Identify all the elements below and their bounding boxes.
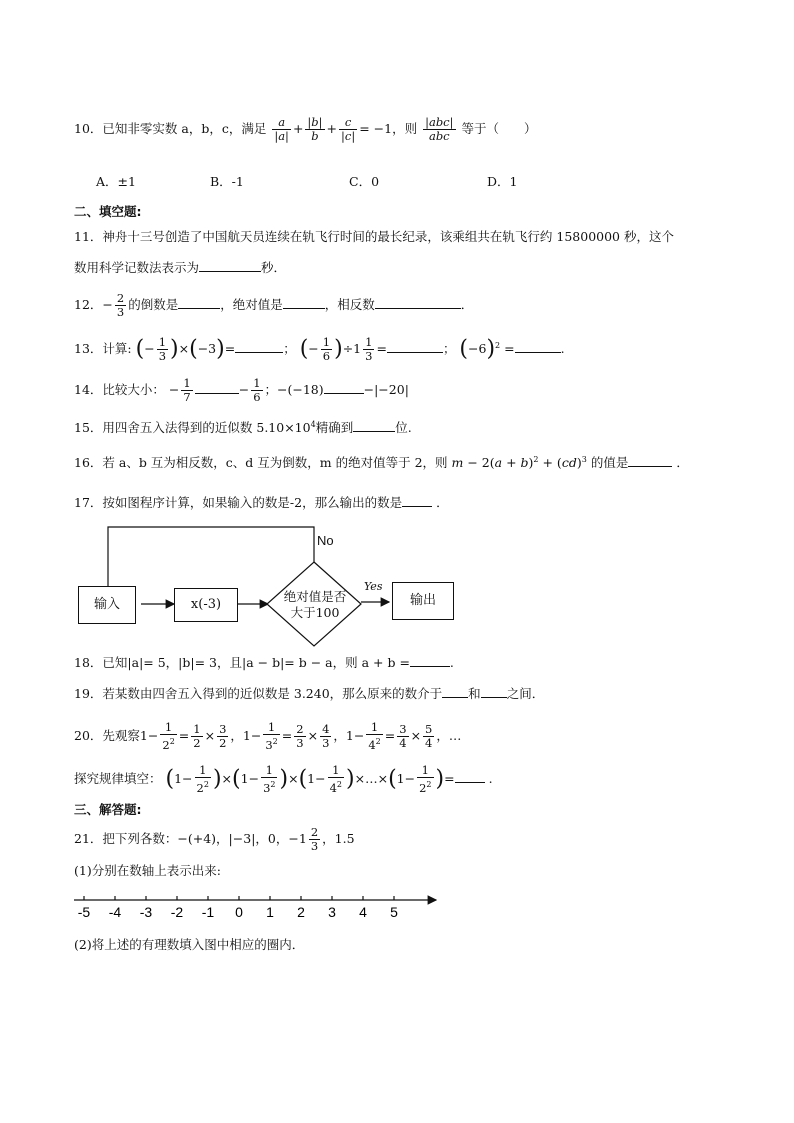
tick-label: -4 <box>108 904 122 920</box>
question-12: 12．− $\frac{2}{3}$ 的倒数是 ，绝对值是 ，相反数 ． <box>74 291 474 319</box>
section-fill-in-title: 二、填空题: <box>74 204 142 219</box>
answer-blank <box>442 684 468 698</box>
question-19: 19．若某数由四舍五入得到的近似数是 3.240，那么原来的数介于 和 之间． <box>74 686 545 701</box>
answer-blank <box>283 295 325 309</box>
fraction-a-over-abs-a: $\frac{a}{|a|}$ <box>274 115 289 143</box>
tick-label: 2 <box>297 904 305 920</box>
answer-blank <box>481 684 507 698</box>
multiply-box: x(-3) <box>174 588 238 622</box>
question-13: 13．计算: (− $\frac{1}{3}$ )×(−3)= ； (− $\frac{1}{6}$ )÷1 $\frac{1}{3}$ = ； $(-6)^2$ = . <box>74 335 565 363</box>
tick-label: 5 <box>390 904 398 920</box>
question-21-part1: (1)分别在数轴上表示出来: <box>74 863 221 878</box>
answer-blank <box>515 339 561 353</box>
tick-label: 4 <box>359 904 367 920</box>
question-15: 15．用四舍五入法得到的近似数 $5.10\times 10^4$精确到 位. <box>74 420 412 436</box>
option-a: A．±1 <box>96 174 136 189</box>
question-20-line2: 探究规律填空： (1− $\frac{1}{2^2}$ )×(1− $\frac{1}{3^2}$ )×(1− $\frac{1}{4^2}$ )×…×(1− $\frac{1}{2^2}$ )= . <box>74 763 493 795</box>
answer-blank <box>375 295 461 309</box>
option-d: D．1 <box>487 174 518 189</box>
loop-back-line <box>108 527 314 586</box>
option-c: C．0 <box>349 174 380 189</box>
tick-label: -1 <box>201 904 215 920</box>
tick-label: -2 <box>170 904 184 920</box>
answer-blank <box>178 295 220 309</box>
fraction-c-over-abs-c: $\frac{c}{|c|}$ <box>341 115 356 143</box>
question-16: 16．若 a、b 互为相反数，c、d 互为倒数，m 的绝对值等于 2，则 $m - 2(a + b)^2 + (cd)^3$ 的值是 ． <box>74 455 689 471</box>
question-10: 10．已知非零实数 a，b，c，满足 $\frac{a}{|a|}$ + $\frac{|b|}{b}$ + $\frac{c}{|c|}$ = −1，则 $\frac{\text{|abc|}}{\text{abc}}$ 等于（ ） <box>74 115 537 143</box>
condition-text: 绝对值是否 大于100 <box>283 589 347 620</box>
tick-label: 3 <box>328 904 336 920</box>
question-11-line2: 数用科学记数法表示为 秒． <box>74 260 287 275</box>
tick-label: 1 <box>266 904 274 920</box>
answer-blank <box>410 653 450 667</box>
yes-label: Yes <box>364 580 383 593</box>
answer-blank <box>324 380 364 394</box>
question-21: 21．把下列各数：−(+4)，|−3|，0，−1 $\frac{2}{3}$ ，1.5 <box>74 825 355 853</box>
option-b: B．-1 <box>210 174 244 189</box>
answer-blank <box>235 339 283 353</box>
question-14: 14．比较大小： − $\frac{1}{7}$ − $\frac{1}{6}$ ；−(−18) −|−20| <box>74 376 409 404</box>
question-18: 18．已知|a|= 5，|b|= 3，且|a − b|= b − a，则 a + b = . <box>74 655 454 670</box>
answer-blank <box>353 418 395 432</box>
answer-blank <box>199 258 261 272</box>
tick-label: -5 <box>77 904 91 920</box>
answer-blank <box>402 493 432 507</box>
tick-label: -3 <box>139 904 153 920</box>
question-11-line1: 11．神舟十三号创造了中国航天员连续在轨飞行时间的最长纪录，该乘组共在轨飞行约 15800000 秒，这个 <box>74 229 674 244</box>
fraction-abs-abc-over-abc: $\frac{\text{|abc|}}{\text{abc}}$ <box>425 115 454 143</box>
answer-blank <box>628 453 672 467</box>
output-box: 输出 <box>392 582 454 620</box>
answer-blank <box>387 339 443 353</box>
answer-blank <box>455 769 485 783</box>
fraction-abs-b-over-b: $\frac{|b|}{b}$ <box>307 115 323 143</box>
question-20-line1: 20．先观察1− $\frac{1}{2^2}$ = $\frac{1}{2}$ × $\frac{3}{2}$ ，1− $\frac{1}{3^2}$ = $\frac{2}{3}$ × $\frac{4}{3}$ ，1− $\frac{1}{4^2}$ = $\frac{3}{4}$ × $\frac{5}{4}$ ，… <box>74 720 462 752</box>
question-17: 17．按如图程序计算，如果输入的数是-2，那么输出的数是 ． <box>74 495 449 510</box>
input-box: 输入 <box>78 586 136 624</box>
section-solve-title: 三、解答题: <box>74 802 142 817</box>
no-label: No <box>317 533 334 548</box>
question-21-part2: (2)将上述的有理数填入图中相应的圈内． <box>74 937 305 952</box>
number-line <box>70 888 442 922</box>
answer-blank <box>195 380 239 394</box>
tick-label: 0 <box>235 904 243 920</box>
